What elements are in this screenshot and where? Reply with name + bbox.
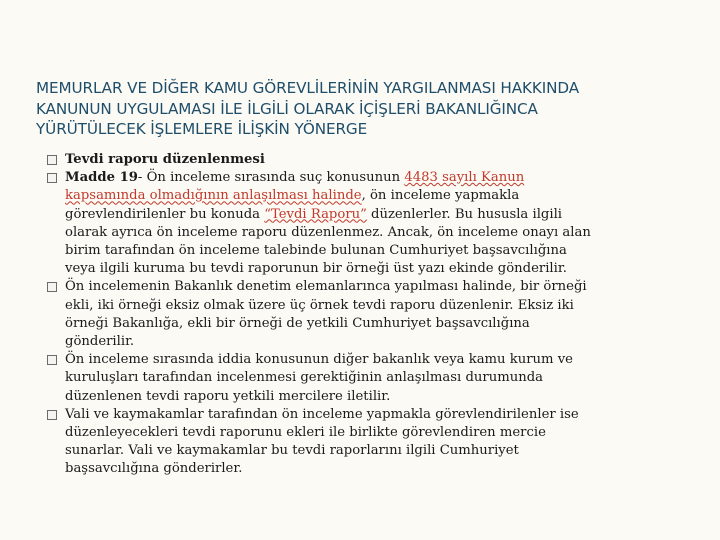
bullet-line: birim tarafından ön inceleme talebinde bulunan Cumhuriyet başsavcılığına bbox=[65, 243, 567, 259]
square-bullet-icon bbox=[47, 410, 57, 420]
bullet-line: Vali ve kaymakamlar tarafından ön inceleme yapmakla görevlendirilenler ise bbox=[65, 406, 579, 422]
bullet-item bbox=[47, 406, 687, 479]
bullet-line: kuruluşları tarafından incelenmesi gerektiğinin anlaşılması durumunda bbox=[65, 370, 543, 386]
title-line-3: YÜRÜTÜLECEK İŞLEMLERE İLİŞKİN YÖNERGE bbox=[36, 120, 368, 138]
bullet-line: Ön incelemenin Bakanlık denetim elemanlarınca yapılması halinde, bir örneği bbox=[65, 279, 587, 295]
highlighted-phrase: kapsamında olmadığının anlaşılması halinde bbox=[65, 188, 362, 204]
square-bullet-icon bbox=[47, 173, 57, 183]
slide-title bbox=[36, 78, 676, 140]
bullet-line: olarak ayrıca ön inceleme raporu düzenlenmez. Ancak, ön inceleme onayı alan bbox=[65, 224, 591, 240]
slide-content bbox=[47, 151, 687, 479]
text-run: düzenlerler. Bu hususla ilgili bbox=[366, 206, 563, 222]
bullet-heading: Tevdi raporu düzenlenmesi bbox=[65, 152, 265, 167]
bullet-line: sunarlar. Vali ve kaymakamlar bu tevdi raporlarını ilgili Cumhuriyet bbox=[65, 443, 519, 459]
text-run: - Ön inceleme sırasında suç konusunun bbox=[137, 170, 405, 186]
bullet-item bbox=[47, 278, 687, 351]
bullet-line: başsavcılığına gönderirler. bbox=[65, 461, 243, 477]
bullet-item bbox=[47, 169, 687, 278]
bullet-line: ekli, iki örneği eksiz olmak üzere üç örnek tevdi raporu düzenlenir. Eksiz iki bbox=[65, 297, 574, 313]
square-bullet-icon bbox=[47, 155, 57, 165]
title-line-2: KANUNUN UYGULAMASI İLE İLGİLİ OLARAK İÇİŞLERİ BAKANLIĞINCA bbox=[36, 99, 538, 118]
bullet-line bbox=[65, 169, 687, 187]
square-bullet-icon bbox=[47, 355, 57, 365]
bullet-line: veya ilgili kuruma bu tevdi raporunun bir örneği üst yazı ekinde gönderilir. bbox=[65, 261, 567, 277]
bullet-line: düzenlenen tevdi raporu yetkili mercilere iletilir. bbox=[65, 388, 391, 404]
title-line-1: MEMURLAR VE DİĞER KAMU GÖREVLİLERİNİN YARGILANMASI HAKKINDA bbox=[36, 79, 580, 97]
square-bullet-icon bbox=[47, 282, 57, 292]
article-number: Madde 19 bbox=[65, 170, 138, 186]
bullet-line: gönderilir. bbox=[65, 334, 135, 350]
law-reference: 4483 sayılı Kanun bbox=[404, 170, 525, 186]
bullet-line bbox=[65, 206, 687, 224]
bullet-line: düzenleyecekleri tevdi raporunu ekleri ile birlikte görevlendiren mercie bbox=[65, 425, 546, 441]
bullet-line bbox=[65, 187, 687, 205]
bullet-line: Ön inceleme sırasında iddia konusunun diğer bakanlık veya kamu kurum ve bbox=[65, 352, 573, 368]
bullet-item bbox=[47, 351, 687, 406]
bullet-line: örneği Bakanlığa, ekli bir örneği de yetkili Cumhuriyet başsavcılığına bbox=[65, 315, 530, 331]
bullet-item bbox=[47, 151, 687, 169]
highlighted-phrase: “Tevdi Raporu” bbox=[264, 206, 367, 222]
text-run: , ön inceleme yapmakla bbox=[361, 188, 520, 204]
text-run: görevlendirilenler bu konuda bbox=[65, 206, 265, 222]
